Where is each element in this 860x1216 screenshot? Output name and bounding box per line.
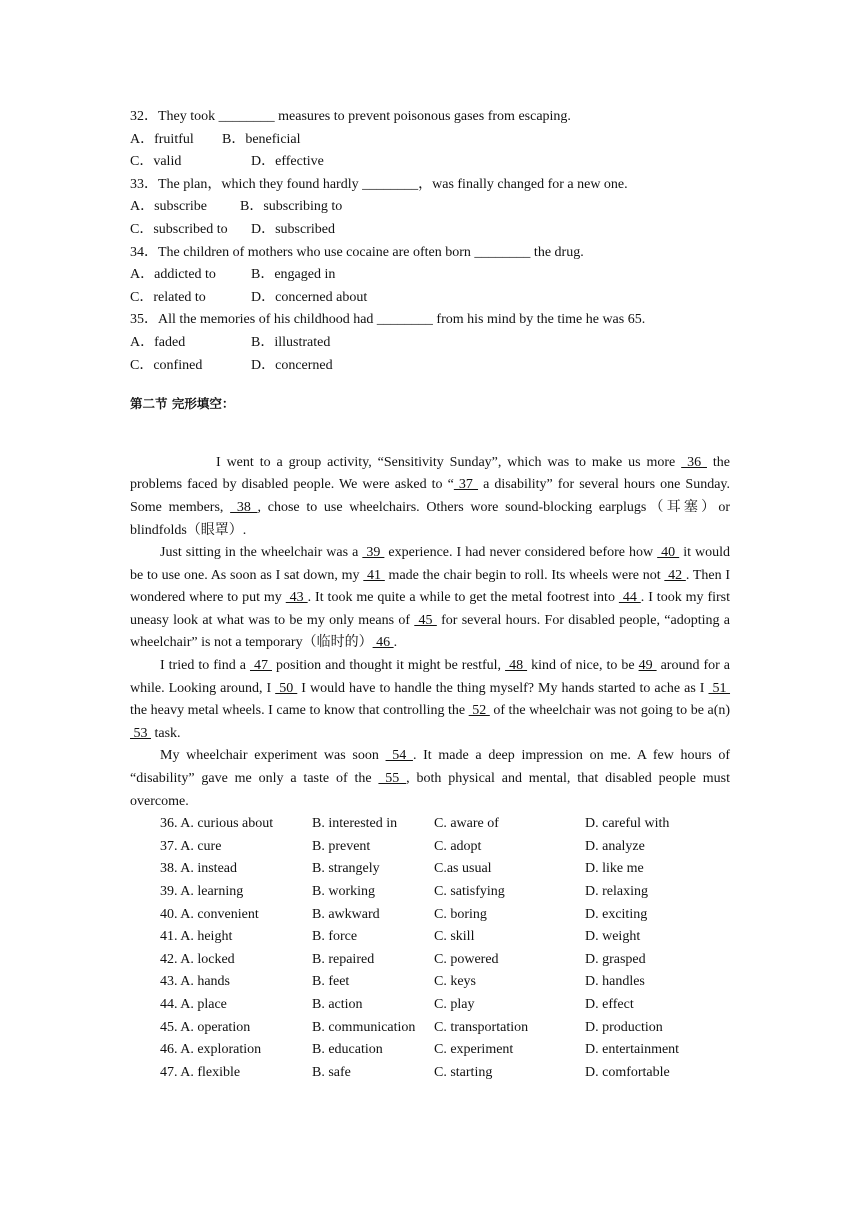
- answer-option-a: 41. A. height: [160, 929, 233, 945]
- blank-39: 39: [362, 545, 385, 561]
- answer-row: [130, 858, 730, 881]
- answer-option-c: C. keys: [434, 974, 476, 990]
- answer-option-b: B. force: [312, 929, 358, 945]
- option-row: [130, 332, 730, 355]
- answer-option-c: C.as usual: [434, 861, 492, 877]
- answer-option-b: B. repaired: [312, 951, 375, 967]
- option-b: B．engaged in: [251, 267, 336, 283]
- answer-option-d: D. analyze: [585, 838, 645, 854]
- blank-43: 43: [285, 590, 308, 606]
- answer-option-a: 46. A. exploration: [160, 1042, 262, 1058]
- answer-row: [130, 836, 730, 859]
- answer-option-c: C. adopt: [434, 838, 482, 854]
- answer-option-b: B. safe: [312, 1064, 351, 1080]
- answer-option-d: D. entertainment: [585, 1042, 680, 1058]
- blank-51: 51: [708, 680, 731, 696]
- option-a: A．subscribe: [130, 199, 207, 215]
- blank-52: 52: [468, 703, 490, 719]
- blank-49: 49: [638, 658, 657, 674]
- answer-option-d: D. like me: [585, 861, 644, 877]
- answer-row: [130, 1039, 730, 1062]
- answer-option-c: C. transportation: [434, 1019, 529, 1035]
- answer-option-c: C. experiment: [434, 1042, 514, 1058]
- answer-option-c: C. satisfying: [434, 884, 505, 899]
- option-c: C．related to: [130, 289, 206, 305]
- answer-option-b: B. working: [312, 884, 375, 899]
- option-row: [130, 355, 730, 378]
- option-c: C．confined: [130, 357, 203, 373]
- blank-42: 42: [664, 567, 686, 583]
- blank-41: 41: [363, 567, 385, 583]
- answer-option-b: B. education: [312, 1042, 383, 1058]
- option-b: B．subscribing to: [240, 199, 343, 215]
- blank-50: 50: [275, 680, 298, 696]
- answer-option-d: D. careful with: [585, 816, 670, 832]
- blank-55: 55: [378, 771, 407, 787]
- blank-53: 53: [130, 725, 151, 741]
- answer-option-a: 45. A. operation: [160, 1019, 251, 1035]
- answer-option-a: 43. A. hands: [160, 974, 230, 990]
- answer-row: [130, 994, 730, 1017]
- question-34: [130, 242, 730, 310]
- option-a: A．faded: [130, 334, 186, 350]
- answer-option-a: 44. A. place: [160, 996, 227, 1012]
- blank-54: 54: [385, 748, 413, 764]
- answer-option-b: B. awkward: [312, 906, 380, 922]
- answer-option-d: D. production: [585, 1019, 663, 1035]
- option-c: C．valid: [130, 154, 182, 170]
- option-row: [130, 151, 730, 174]
- cloze-passage: [130, 452, 730, 814]
- option-row: [130, 196, 730, 219]
- answer-option-c: C. boring: [434, 906, 487, 922]
- answer-row: [130, 971, 730, 994]
- answer-option-c: C. play: [434, 996, 475, 1012]
- answer-option-a: 37. A. cure: [160, 838, 222, 854]
- answer-option-d: D. exciting: [585, 906, 648, 922]
- answer-options: [130, 813, 730, 1084]
- blank-46: 46: [372, 635, 394, 651]
- blank-37: 37: [453, 477, 479, 493]
- answer-option-b: B. feet: [312, 974, 350, 990]
- option-d: D．effective: [251, 154, 324, 170]
- option-row: [130, 219, 730, 242]
- blank-47: 47: [249, 658, 272, 674]
- answer-option-a: 47. A. flexible: [160, 1064, 241, 1080]
- blank-38: 38: [230, 499, 258, 515]
- answer-option-b: B. strangely: [312, 861, 380, 877]
- option-b: B．beneficial: [222, 131, 301, 147]
- answer-option-a: 40. A. convenient: [160, 906, 259, 922]
- option-row: [130, 287, 730, 310]
- question-stem: 33．The plan，which they found hardly ________，was finally changed for a new one.: [130, 176, 628, 192]
- answer-option-c: C. aware of: [434, 816, 499, 832]
- answer-option-a: 42. A. locked: [160, 951, 235, 967]
- passage-paragraph-1: I went to a group activity, “Sensitivity Sunday”, which was to make us more 36 the problems faced by disabled people. We were asked to “ 37 a disability” for several hours one Sunday. Some members, 38 , chose to use wheelchairs. Others wore sound-blocking earplugs（耳塞）or blindfolds（眼罩）.: [130, 454, 731, 538]
- blank-44: 44: [618, 590, 641, 606]
- answer-option-c: C. skill: [434, 929, 475, 945]
- question-35: [130, 309, 730, 377]
- answer-option-b: B. interested in: [312, 816, 398, 832]
- answer-option-d: D. comfortable: [585, 1064, 670, 1080]
- option-a: A．fruitful: [130, 131, 194, 147]
- option-d: D．subscribed: [251, 221, 335, 237]
- passage-paragraph-2: Just sitting in the wheelchair was a 39 experience. I had never considered before how 40 it would be to use one. As soon as I sat down, my 41 made the chair begin to roll. Its wheels were not 42 . Then I wondered where to put my 43 . It took me quite a while to get the metal footrest into 44 . I took my first uneasy look at what was to be my only means of 45 for several hours. For disabled people, “adopting a wheelchair” is not a temporary（临时的） 46 .: [130, 545, 731, 651]
- blank-36: 36: [681, 454, 707, 470]
- blank-45: 45: [414, 612, 437, 628]
- section-title: 第二节 完形填空：: [130, 396, 235, 412]
- answer-row: [130, 813, 730, 836]
- answer-option-a: 39. A. learning: [160, 884, 244, 899]
- answer-option-b: B. prevent: [312, 838, 371, 854]
- answer-option-d: D. grasped: [585, 951, 646, 967]
- answer-row: [130, 904, 730, 927]
- answer-option-d: D. effect: [585, 996, 634, 1012]
- option-a: A．addicted to: [130, 267, 216, 283]
- answer-option-c: C. starting: [434, 1064, 493, 1080]
- option-row: [130, 129, 730, 152]
- question-stem: 32．They took ________ measures to prevent poisonous gases from escaping.: [130, 109, 571, 124]
- question-stem: 34．The children of mothers who use cocaine are often born ________ the drug.: [130, 244, 584, 260]
- answer-option-d: D. relaxing: [585, 884, 648, 899]
- option-d: D．concerned about: [251, 289, 368, 305]
- question-stem: 35．All the memories of his childhood had ________ from his mind by the time he was 65.: [130, 312, 646, 328]
- answer-row: [130, 881, 730, 904]
- question-33: [130, 174, 730, 242]
- answer-row: [130, 926, 730, 949]
- answer-option-d: D. weight: [585, 929, 641, 945]
- document-page: [130, 106, 730, 1084]
- answer-option-b: B. communication: [312, 1019, 416, 1035]
- answer-row: [130, 949, 730, 972]
- blank-48: 48: [505, 658, 528, 674]
- passage-paragraph-4: My wheelchair experiment was soon 54 . It made a deep impression on me. A few hours of “disability” gave me only a taste of the 55 , both physical and mental, that disabled people must overcome.: [130, 748, 731, 809]
- option-b: B．illustrated: [251, 334, 331, 350]
- answer-option-b: B. action: [312, 996, 363, 1012]
- option-c: C．subscribed to: [130, 221, 228, 237]
- answer-row: [130, 1062, 730, 1085]
- answer-option-a: 36. A. curious about: [160, 816, 274, 832]
- passage-paragraph-3: I tried to find a 47 position and thought it might be restful, 48 kind of nice, to be 49 around for a while. Looking around, I 50 I would have to handle the thing myself? My hands started to ache as I 51 the heavy metal wheels. I came to know that controlling the 52 of the wheelchair was not going to be a(n) 53 task.: [130, 658, 731, 741]
- question-32: [130, 106, 730, 174]
- option-row: [130, 264, 730, 287]
- blank-40: 40: [657, 545, 680, 561]
- answer-row: [130, 1017, 730, 1040]
- answer-option-d: D. handles: [585, 974, 645, 990]
- answer-option-a: 38. A. instead: [160, 861, 237, 877]
- answer-option-c: C. powered: [434, 951, 499, 967]
- option-d: D．concerned: [251, 357, 333, 373]
